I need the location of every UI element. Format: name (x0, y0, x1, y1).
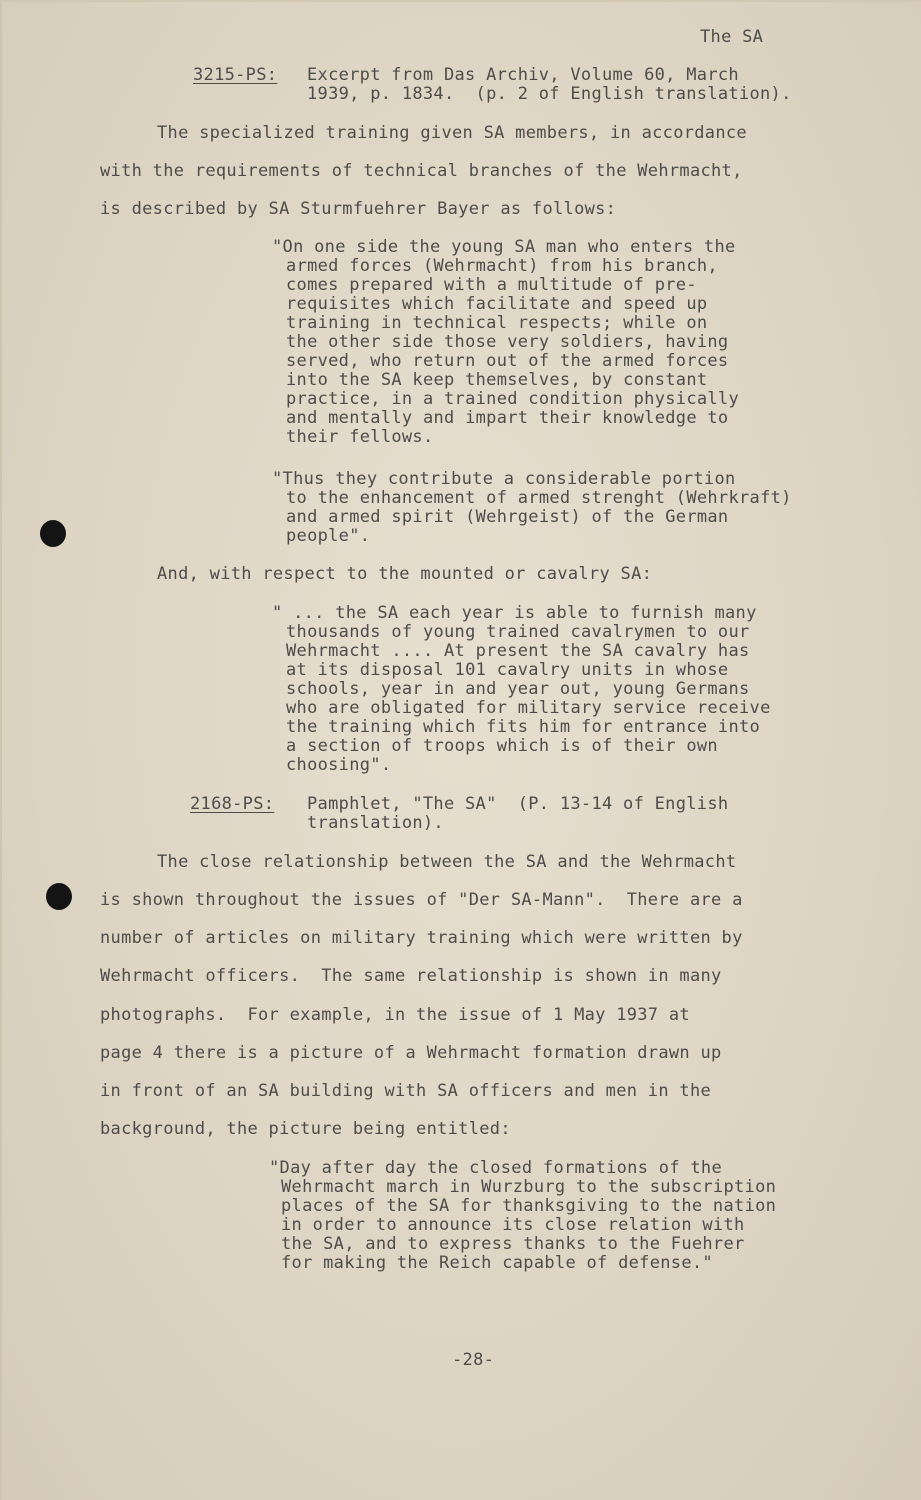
citation-document-number: 3215-PS: (193, 65, 278, 85)
paragraph-line: photographs. For example, in the issue of 1 May 1937 at (100, 1005, 690, 1025)
running-head: The SA (700, 27, 764, 47)
quote-line: "Thus they contribute a considerable portion (272, 469, 736, 489)
citation-line: Excerpt from Das Archiv, Volume 60, March (307, 65, 739, 85)
paragraph-line: number of articles on military training which were written by (100, 928, 743, 948)
paragraph-line: page 4 there is a picture of a Wehrmacht formation drawn up (100, 1043, 722, 1063)
quote-line: training in technical respects; while on (286, 313, 708, 333)
quote-line: and mentally and impart their knowledge to (286, 408, 729, 428)
paragraph-line: background, the picture being entitled: (100, 1119, 511, 1139)
quote-line: and armed spirit (Wehrgeist) of the German (286, 507, 729, 527)
page-number: -28- (452, 1350, 495, 1370)
citation-line: 1939, p. 1834. (p. 2 of English translation). (307, 84, 792, 104)
quote-line: their fellows. (286, 427, 434, 447)
paragraph-line: Wehrmacht officers. The same relationship is shown in many (100, 966, 722, 986)
quote-line: thousands of young trained cavalrymen to our (286, 622, 750, 642)
binder-hole-upper (40, 520, 66, 547)
quote-line: to the enhancement of armed strenght (Wehrkraft) (286, 488, 792, 508)
paragraph-line: is described by SA Sturmfuehrer Bayer as follows: (100, 199, 617, 219)
transition-line: And, with respect to the mounted or cavalry SA: (157, 564, 653, 584)
quote-line: at its disposal 101 cavalry units in whose (286, 660, 729, 680)
quote-line: the training which fits him for entrance into (286, 717, 761, 737)
quote-line: into the SA keep themselves, by constant (286, 370, 708, 390)
quote-line: who are obligated for military service receive (286, 698, 771, 718)
quote-line: "Day after day the closed formations of the (269, 1158, 722, 1178)
paragraph-line: is shown throughout the issues of "Der SA-Mann". There are a (100, 890, 743, 910)
quote-line: Wehrmacht march in Wurzburg to the subscription (281, 1177, 777, 1197)
citation-line: translation). (307, 813, 444, 833)
quote-line: the other side those very soldiers, having (286, 332, 729, 352)
quote-line: people". (286, 526, 371, 546)
quote-line: " ... the SA each year is able to furnish many (272, 603, 757, 623)
paragraph-line: with the requirements of technical branches of the Wehrmacht, (100, 161, 743, 181)
quote-line: in order to announce its close relation with (281, 1215, 745, 1235)
binder-hole-lower (46, 883, 72, 910)
citation-line: Pamphlet, "The SA" (P. 13-14 of English (307, 794, 729, 814)
quote-line: a section of troops which is of their own (286, 736, 718, 756)
quote-line: Wehrmacht .... At present the SA cavalry has (286, 641, 750, 661)
quote-line: armed forces (Wehrmacht) from his branch, (286, 256, 718, 276)
quote-line: requisites which facilitate and speed up (286, 294, 708, 314)
quote-line: schools, year in and year out, young Germans (286, 679, 750, 699)
quote-line: for making the Reich capable of defense." (281, 1253, 713, 1273)
quote-line: "On one side the young SA man who enters the (272, 237, 736, 257)
citation-document-number: 2168-PS: (190, 794, 275, 814)
paragraph-line: The close relationship between the SA and the Wehrmacht (157, 852, 737, 872)
paragraph-line: in front of an SA building with SA officers and men in the (100, 1081, 712, 1101)
quote-line: practice, in a trained condition physically (286, 389, 739, 409)
paragraph-line: The specialized training given SA members, in accordance (157, 123, 747, 143)
quote-line: places of the SA for thanksgiving to the nation (281, 1196, 777, 1216)
quote-line: choosing". (286, 755, 392, 775)
quote-line: served, who return out of the armed forces (286, 351, 729, 371)
quote-line: comes prepared with a multitude of pre- (286, 275, 697, 295)
quote-line: the SA, and to express thanks to the Fuehrer (281, 1234, 745, 1254)
